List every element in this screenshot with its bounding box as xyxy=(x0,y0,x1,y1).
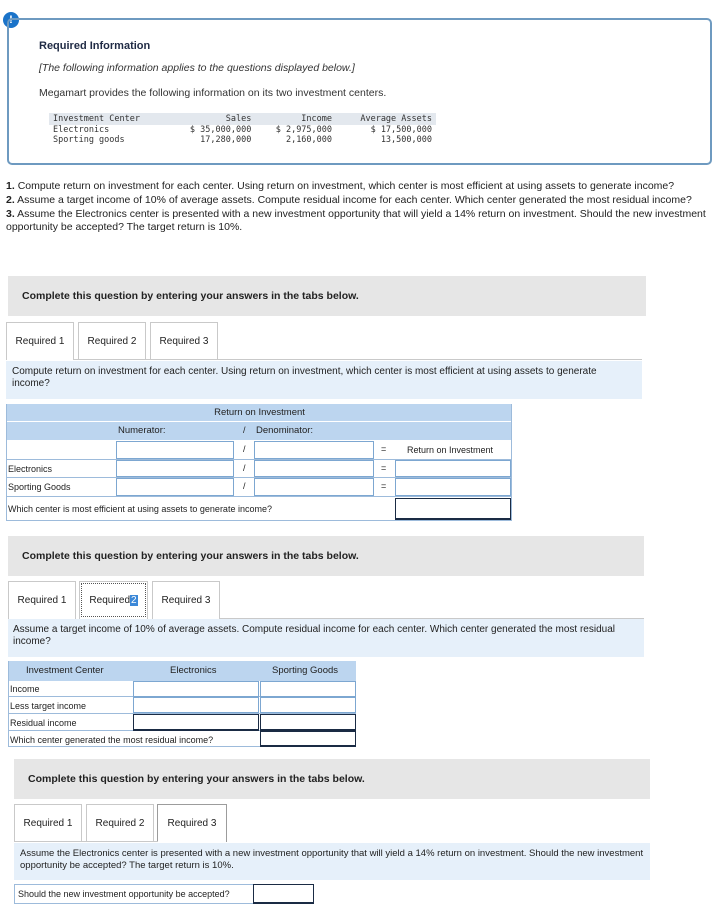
question-number: 1. xyxy=(6,180,15,192)
complete-instruction-bar: Complete this question by entering your answers in the tabs below. xyxy=(8,276,646,316)
table-cell: $ 17,500,000 xyxy=(370,125,432,135)
col-header: Sporting Goods xyxy=(272,665,339,676)
table-row xyxy=(49,135,436,145)
question-2 xyxy=(6,194,714,207)
question-1 xyxy=(6,180,714,193)
row-divider xyxy=(6,520,512,521)
question-number: 2. xyxy=(6,194,15,206)
row-label-sporting-goods: Sporting Goods xyxy=(8,482,71,492)
sporting-numerator-input[interactable] xyxy=(116,478,234,496)
tab-label-highlight: 2 xyxy=(131,595,137,606)
roi-result-label: Return on Investment xyxy=(407,445,494,455)
col-header: Average Assets xyxy=(336,113,436,125)
electronics-residual-income-input[interactable] xyxy=(133,714,259,731)
row-label-income: Income xyxy=(10,684,40,694)
alert-icon: ! xyxy=(3,12,19,28)
question-text: Assume the Electronics center is presented with a new investment opportunity that will yield a 14% return on investment. Should the new investment opportunity be accepted? The target return is 10%. xyxy=(6,208,706,233)
electronics-roi-input[interactable] xyxy=(395,460,511,477)
roi-table-title: Return on Investment xyxy=(6,404,512,421)
tab-required-2[interactable]: Required 2 xyxy=(86,804,154,842)
sporting-income-input[interactable] xyxy=(260,681,356,697)
sporting-target-income-input[interactable] xyxy=(260,697,356,713)
question-number: 3. xyxy=(6,208,15,220)
col-header: Investment Center xyxy=(26,665,104,676)
electronics-target-income-input[interactable] xyxy=(133,697,259,713)
table-header-row xyxy=(49,113,436,125)
sporting-roi-input[interactable] xyxy=(395,478,511,496)
divide-sign: / xyxy=(243,463,246,473)
prompt-required-2: Assume a target income of 10% of average assets. Compute residual income for each center. Which center generated the most residual income? xyxy=(8,619,644,657)
equals-sign: = xyxy=(381,481,387,491)
numerator-label: Numerator: xyxy=(118,425,166,436)
question-text: Assume a target income of 10% of average assets. Compute residual income for each center. Which center generated the most residual income? xyxy=(17,194,692,206)
sporting-residual-income-input[interactable] xyxy=(260,714,356,731)
tab-required-2[interactable] xyxy=(79,581,148,619)
table-border xyxy=(511,404,512,521)
col-header: Income xyxy=(255,113,336,125)
residual-header-row xyxy=(8,661,356,681)
tab-required-3[interactable]: Required 3 xyxy=(150,322,218,360)
row-divider xyxy=(6,496,512,497)
table-cell: $ 35,000,000 xyxy=(189,125,252,135)
table-cell: $ 2,975,000 xyxy=(275,125,333,135)
info-title: Required Information xyxy=(39,40,151,52)
row-label-electronics: Electronics xyxy=(8,464,53,474)
accept-opportunity-select[interactable] xyxy=(253,884,314,904)
tab-required-3[interactable]: Required 3 xyxy=(152,581,220,619)
tab-required-1[interactable]: Required 1 xyxy=(8,581,76,619)
tab-required-1[interactable]: Required 1 xyxy=(6,322,74,360)
table-cell: Electronics xyxy=(53,125,110,135)
col-header: Electronics xyxy=(170,665,217,676)
tab-required-3[interactable]: Required 3 xyxy=(157,804,227,842)
table-cell: 2,160,000 xyxy=(285,135,333,145)
investment-center-table xyxy=(49,113,436,145)
most-efficient-question: Which center is most efficient at using assets to generate income? xyxy=(8,504,272,514)
prompt-required-3: Assume the Electronics center is presented with a new investment opportunity that will yield a 14% return on investment. Should the new investment opportunity be accepted? The target return is 10%. xyxy=(14,843,650,880)
divide-sign: / xyxy=(243,425,246,435)
electronics-numerator-input[interactable] xyxy=(116,460,234,477)
accept-question: Should the new investment opportunity be accepted? xyxy=(18,889,230,899)
most-efficient-select[interactable] xyxy=(395,498,511,520)
table-border xyxy=(8,661,9,747)
most-residual-select[interactable] xyxy=(260,731,356,747)
info-note: [The following information applies to the questions displayed below.] xyxy=(39,62,355,74)
col-header: Sales xyxy=(168,113,255,125)
equals-sign: = xyxy=(381,444,387,454)
tab-underline xyxy=(14,841,158,842)
denominator-label: Denominator: xyxy=(256,425,314,436)
tab-required-1[interactable]: Required 1 xyxy=(14,804,82,842)
question-list xyxy=(6,180,714,235)
tab-underline xyxy=(74,359,642,360)
row-label-residual-income: Residual income xyxy=(10,718,77,728)
divide-sign: / xyxy=(243,481,246,491)
table-cell: Sporting goods xyxy=(53,135,125,145)
table-row xyxy=(49,125,436,135)
table-cell: 17,280,000 xyxy=(200,135,252,145)
electronics-income-input[interactable] xyxy=(133,681,259,697)
col-header: Investment Center xyxy=(49,113,168,125)
electronics-denominator-input[interactable] xyxy=(254,460,374,477)
question-3 xyxy=(6,208,714,234)
tab-label: Required xyxy=(89,595,131,606)
row-label-less-target-income: Less target income xyxy=(10,701,87,711)
table-cell: 13,500,000 xyxy=(380,135,432,145)
complete-instruction-bar: Complete this question by entering your answers in the tabs below. xyxy=(8,536,644,576)
numerator-label-input[interactable] xyxy=(116,441,234,459)
equals-sign: = xyxy=(381,463,387,473)
complete-instruction-bar: Complete this question by entering your answers in the tabs below. xyxy=(14,759,650,799)
divide-sign: / xyxy=(243,444,246,454)
info-intro: Megamart provides the following information on its two investment centers. xyxy=(39,87,387,99)
roi-header-row xyxy=(6,422,512,440)
sporting-denominator-input[interactable] xyxy=(254,478,374,496)
denominator-label-input[interactable] xyxy=(254,441,374,459)
question-text: Compute return on investment for each center. Using return on investment, which center is most efficient at using assets to generate income? xyxy=(17,180,675,192)
tab-required-2[interactable]: Required 2 xyxy=(78,322,146,360)
most-residual-question: Which center generated the most residual income? xyxy=(10,735,214,745)
table-border xyxy=(6,404,7,521)
prompt-required-1: Compute return on investment for each center. Using return on investment, which center is most efficient at using assets to generate income? xyxy=(6,361,642,399)
required-information-box xyxy=(7,18,712,165)
